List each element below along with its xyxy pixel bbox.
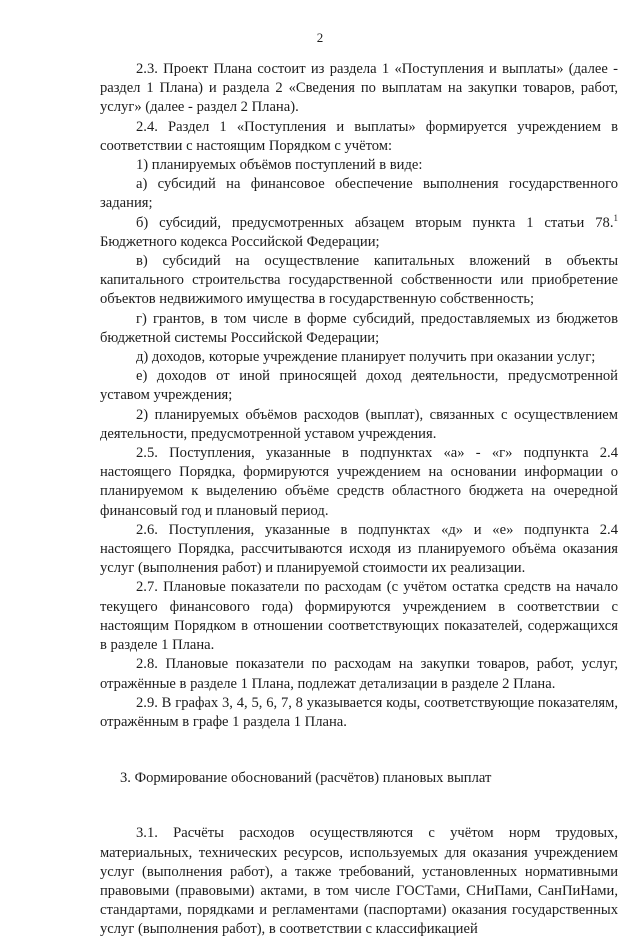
document-body: [100, 60, 618, 940]
paragraph-3-1: 3.1. Расчёты расходов осуществляются с учётом норм трудовых, материальных, технических ресурсов, используемых для оказания учреждением услуг (выполнения работ), а также требований, установленных нормативными правовыми (правовыми) актами, в том числе ГОСТами, СНиПами, СанПиНами, стандартами, порядками и регламентами (паспортами) оказания государственных услуг (выполнения работ), в соответствии с классификацией: [100, 825, 618, 938]
paragraph-2-4-item-b: [100, 214, 618, 252]
section-3-heading: 3. Формирование обоснований (расчётов) плановых выплат: [120, 770, 492, 787]
paragraph-2-5: 2.5. Поступления, указанные в подпунктах «а» - «г» подпункта 2.4 настоящего Порядка, формируются учреждением на основании информации о планируемом к выделению объёме средств областного бюджета на очередной финансовый год и плановый период.: [100, 445, 618, 519]
paragraph-2-4-item-2: 2) планируемых объёмов расходов (выплат), связанных с осуществлением деятельности, предусмотренной уставом учреждения.: [100, 406, 618, 442]
paragraph-2-9: 2.9. В графах 3, 4, 5, 6, 7, 8 указывается коды, соответствующие показателям, отражённым в графе 1 раздела 1 Плана.: [100, 694, 618, 730]
superscript-one: 1: [613, 212, 618, 223]
paragraph-2-3: 2.3. Проект Плана состоит из раздела 1 «Поступления и выплаты» (далее - раздел 1 Плана) и раздела 2 «Сведения по выплатам на закупки товаров, работ, услуг» (далее - раздел 2 Плана).: [100, 61, 618, 116]
page-number: 2: [316, 30, 324, 45]
paragraph-2-4-item-d: д) доходов, которые учреждение планирует получить при оказании услуг;: [136, 349, 596, 366]
paragraph-2-8: 2.8. Плановые показатели по расходам на закупки товаров, работ, услуг, отражённые в разделе 1 Плана, подлежат детализации в разделе 2 Плана.: [100, 656, 618, 692]
paragraph-2-4-item-e: е) доходов от иной приносящей доход деятельности, предусмотренной уставом учреждения;: [100, 368, 618, 404]
paragraph-2-4-item-g: г) грантов, в том числе в форме субсидий, предоставляемых из бюджетов бюджетной системы Российской Федерации;: [100, 310, 618, 346]
paragraph-2-4-item-b-end: Бюджетного кодекса Российской Федерации;: [100, 233, 380, 250]
paragraph-2-7: 2.7. Плановые показатели по расходам (с учётом остатка средств на начало текущего финансового года) формируются учреждением в соответствии с настоящим Порядком в отношении соответствующих показателей, содержащихся в разделе 1 Плана.: [100, 579, 618, 654]
paragraph-2-4-item-a: а) субсидий на финансовое обеспечение выполнения государственного задания;: [100, 176, 618, 212]
paragraph-2-4: 2.4. Раздел 1 «Поступления и выплаты» формируется учреждением в соответствии с настоящим Порядком с учётом:: [100, 118, 618, 154]
paragraph-2-6: 2.6. Поступления, указанные в подпунктах «д» и «е» подпункта 2.4 настоящего Порядка, рассчитываются исходя из планируемого объёма оказания услуг (выполнения работ) и планируемой стоимости их реализации.: [100, 521, 618, 577]
paragraph-2-4-item-1: 1) планируемых объёмов поступлений в виде:: [136, 157, 423, 174]
paragraph-2-4-item-b-text: б) субсидий, предусмотренных абзацем вторым пункта 1 статьи 78.: [136, 214, 614, 231]
paragraph-2-4-item-v: в) субсидий на осуществление капитальных вложений в объекты капитального строительства государственной собственности или приобретение объектов недвижимого имущества в государственную собственность;: [100, 253, 618, 308]
